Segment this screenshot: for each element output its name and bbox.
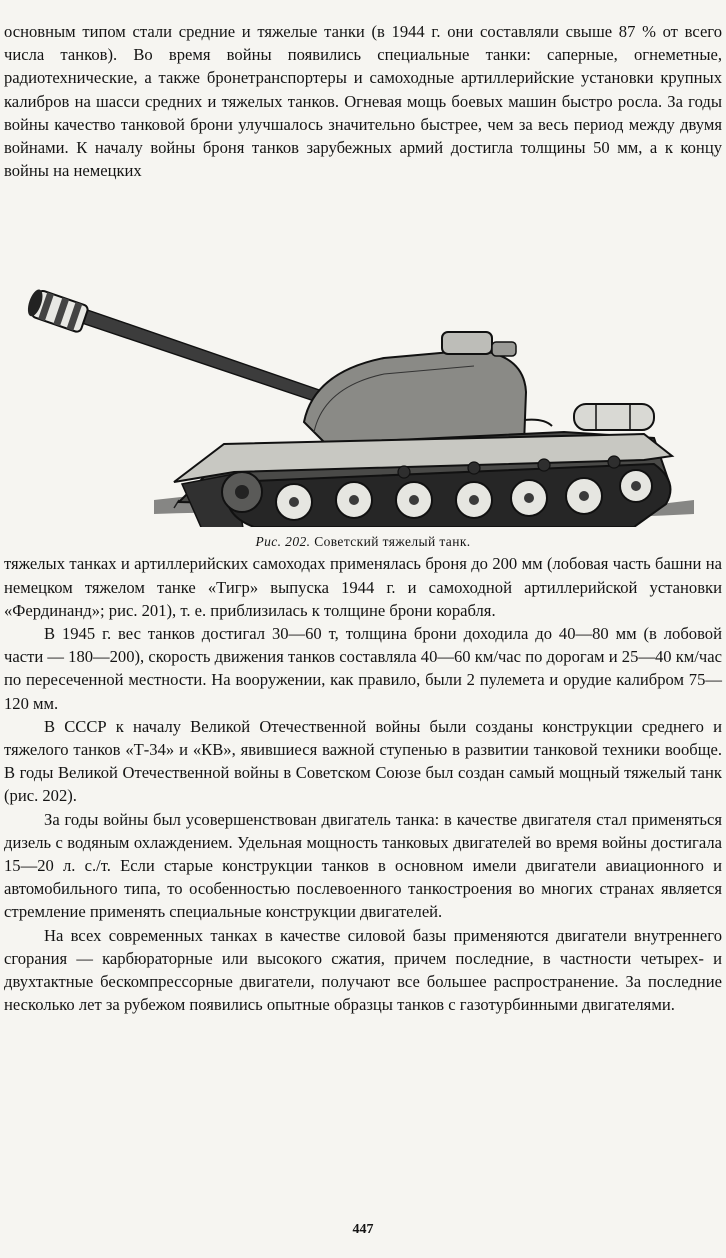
page-number: 447 <box>352 1222 374 1237</box>
figure-caption <box>4 534 722 550</box>
page-body <box>4 20 722 1016</box>
figure-caption-text: Советский тяжелый танк. <box>314 534 471 550</box>
paragraph-1945-specs: В 1945 г. вес танков достигал 30—60 т, толщина брони доходила до 40—80 мм (в лобовой части — 180—200), скорость движения танков составляла 40—60 км/час по дорогам и 25—40 км/час по пересеченной местности. На вооружении, как правило, были 2 пулемета и орудие калибром 75—120 мм. <box>4 624 722 713</box>
tank-illustration <box>4 182 722 527</box>
figure-heavy-tank <box>4 182 722 552</box>
figure-caption-label: Рис. 202. <box>255 534 311 550</box>
paragraph-intro: основным типом стали средние и тяжелые танки (в 1944 г. они составляли свыше 87 % от всего числа танков). Во время войны появились специальные танки: саперные, огнеметные, радиотехнические, а также бронетранспортеры и самоходные артиллерийские установки крупных калибров на шасси средних и тяжелых танков. Огневая мощь боевых машин быстро росла. За годы войны качество танковой брони улучшалось значительно быстрее, чем за весь период между двумя войнами. К началу войны броня танков зарубежных армий достигла толщины 50 мм, а к концу войны на немецких <box>4 22 722 181</box>
paragraph-ussr-tanks: В СССР к началу Великой Отечественной войны были созданы конструкции среднего и тяжелого танков «Т-34» и «КВ», явившиеся важной ступенью в развитии танковой техники вообще. В годы Великой Отечественной войны в Советском Союзе был создан самый мощный тяжелый танк (рис. 202). <box>4 716 722 806</box>
paragraph-heavy-armor: тяжелых танках и артиллерийских самоходах применялась броня до 200 мм (лобовая часть башни на немецком тяжелом танке «Тигр» выпуска 1944 г. и самоходной артиллерийской установки «Фердинанд»; рис. 201), т. е. приблизилась к толщине брони корабля. <box>4 554 722 620</box>
paragraph-engines: За годы войны был усовершенствован двигатель танка: в качестве двигателя стал применяться дизель с водяным охлаждением. Удельная мощность танковых двигателей во время войны достигала 15—20 л. с./т. Если старые конструкции танков в основном имели двигатели авиационного и автомобильного типа, то особенностью послевоенного танкостроения во многих странах является стремление применять специальные конструкции двигателей. <box>4 809 722 922</box>
paragraph-modern-engines: На всех современных танках в качестве силовой базы применяются двигатели внутреннего сгорания — карбюраторные или высокого сжатия, причем последние, в частности четырех- и двухтактные бескомпрессорные двигатели, получают все большее распространение. За последние несколько лет за рубежом появились опытные образцы танков с газотурбинными двигателями. <box>4 925 722 1015</box>
